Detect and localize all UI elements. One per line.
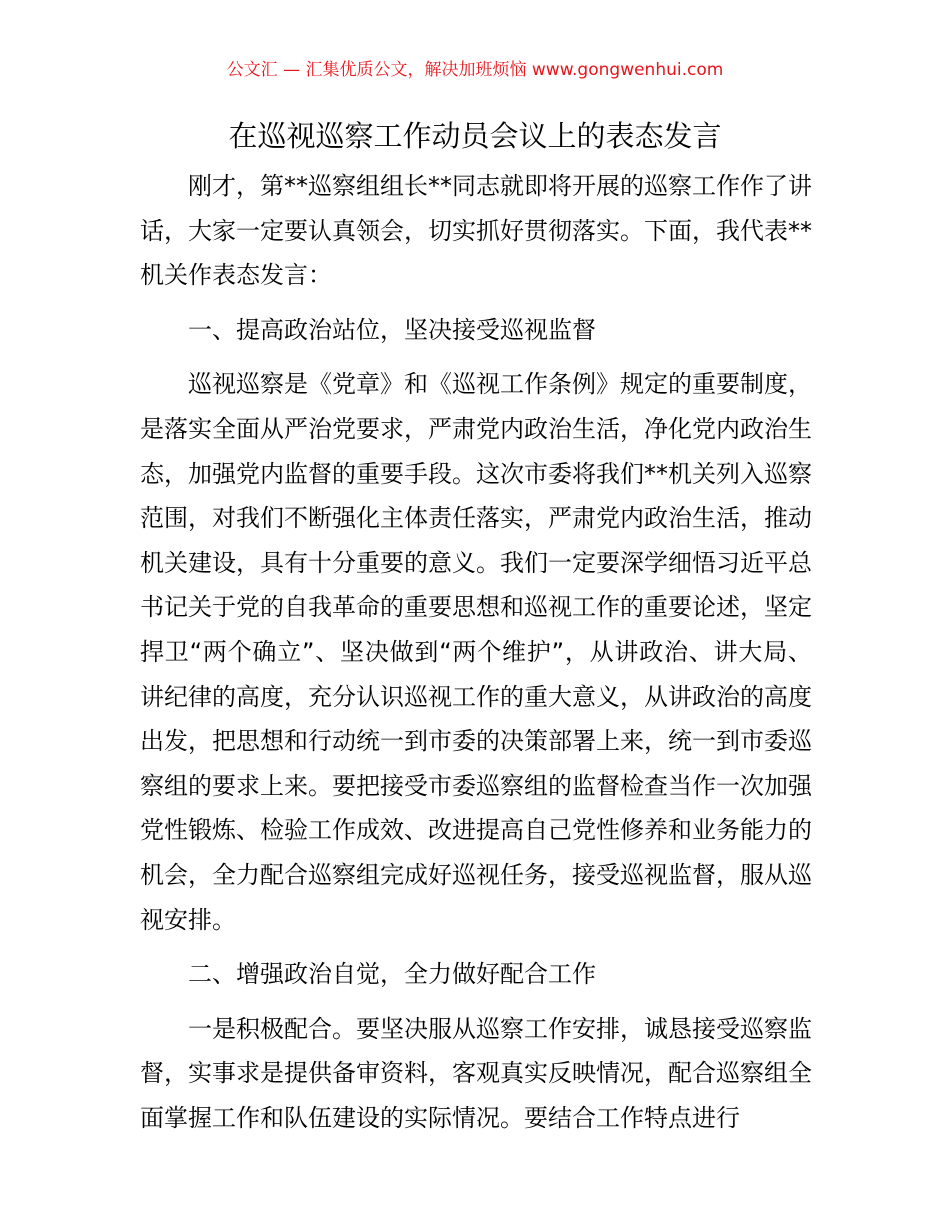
section-2-heading: 二、增强政治自觉，全力做好配合工作 xyxy=(188,960,596,989)
website-header-banner: 公文汇 — 汇集优质公文，解决加班烦恼 www.gongwenhui.com xyxy=(226,60,724,80)
section-1-heading: 一、提高政治站位，坚决接受巡视监督 xyxy=(188,315,596,344)
section-2-paragraph: 一是积极配合。要坚决服从巡察工作安排，诚恳接受巡察监督，实事求是提供备审资料，客观真实反映情况，配合巡察组全面掌握工作和队伍建设的实际情况。要结合工作特点进行 xyxy=(140,1014,812,1132)
intro-paragraph: 刚才，第**巡察组组长**同志就即将开展的巡察工作作了讲话，大家一定要认真领会，切实抓好贯彻落实。下面，我代表**机关作表态发言： xyxy=(140,172,812,290)
section-1-paragraph: 巡视巡察是《党章》和《巡视工作条例》规定的重要制度，是落实全面从严治党要求，严肃党内政治生活，净化党内政治生态，加强党内监督的重要手段。这次市委将我们**机关列入巡察范围，对我们不断强化主体责任落实，严肃党内政治生活，推动机关建设，具有十分重要的意义。我们一定要深学细悟习近平总书记关于党的自我革命的重要思想和巡视工作的重要论述，坚定捍卫“两个确立”、坚决做到“两个维护”，从讲政治、讲大局、讲纪律的高度，充分认识巡视工作的重大意义，从讲政治的高度出发，把思想和行动统一到市委的决策部署上来，统一到市委巡察组的要求上来。要把接受市委巡察组的监督检查当作一次加强党性锻炼、检验工作成效、改进提高自己党性修养和业务能力的机会，全力配合巡察组完成好巡视任务，接受巡视监督，服从巡视安排。 xyxy=(140,370,812,934)
document-body xyxy=(140,164,812,1140)
document-title: 在巡视巡察工作动员会议上的表态发言 xyxy=(228,119,722,153)
